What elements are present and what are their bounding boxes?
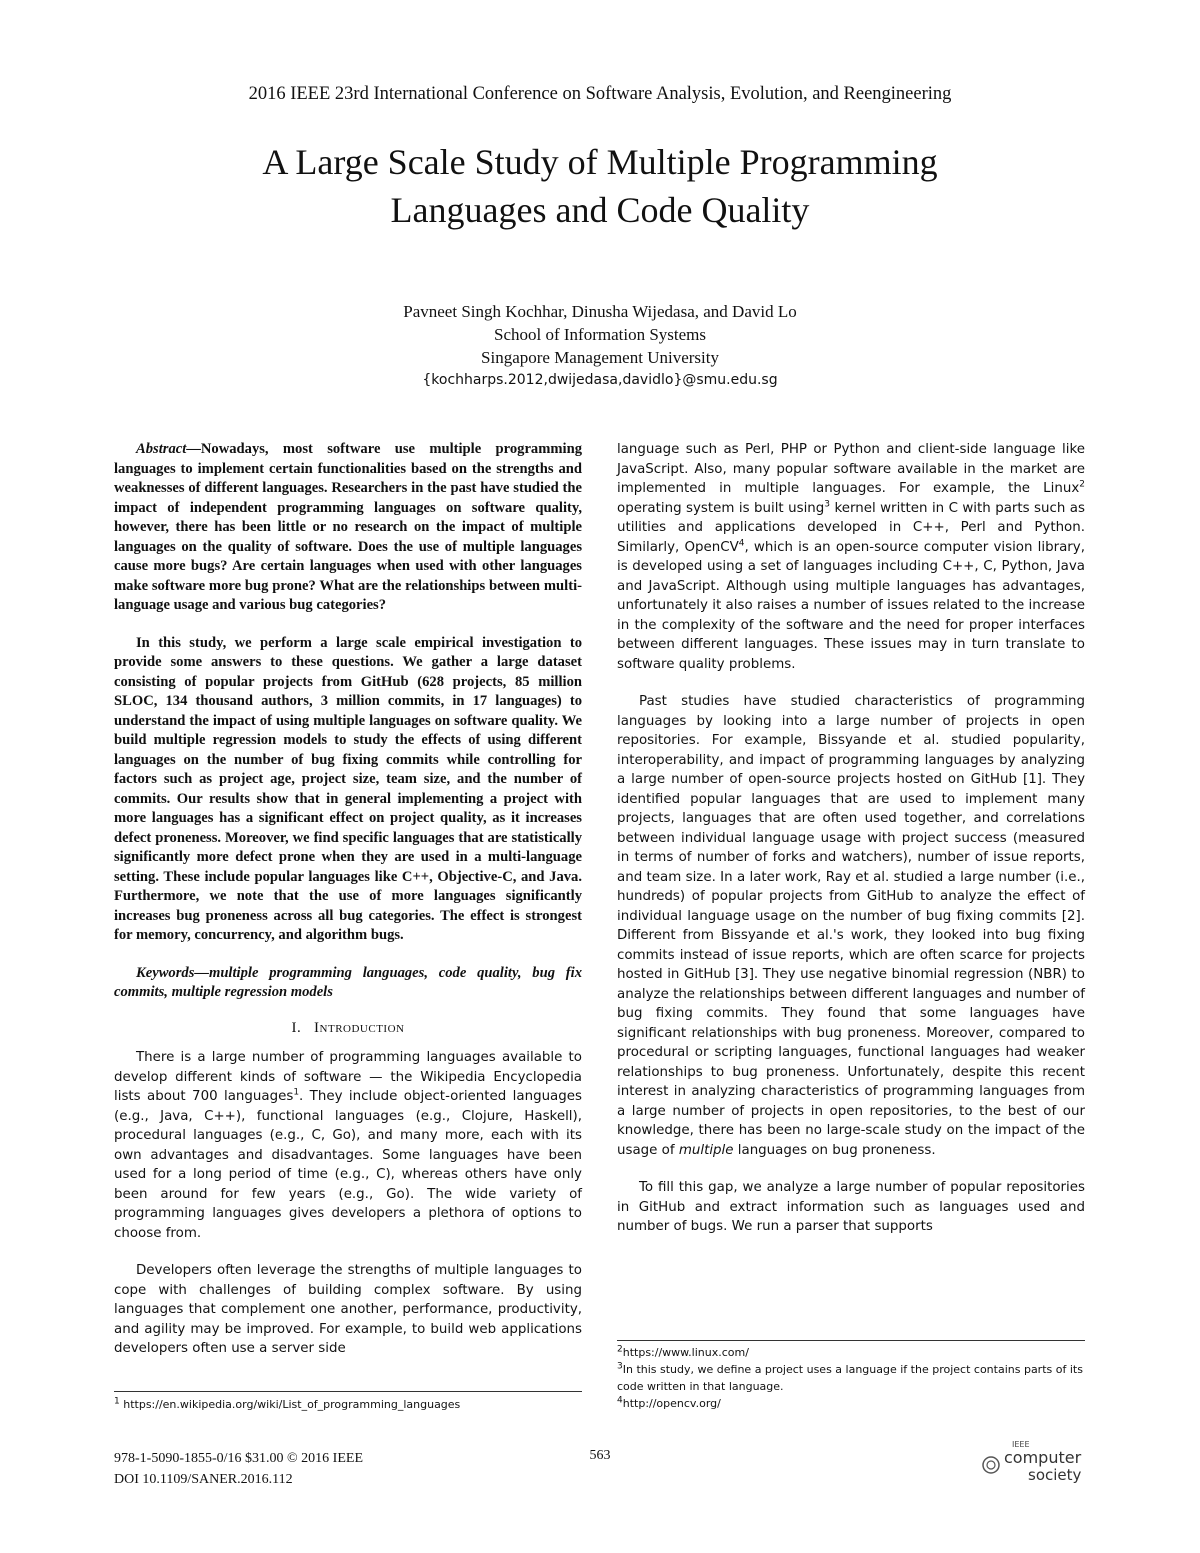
left-column <box>114 440 582 1359</box>
footnote-1: $^1$ https://en.wikipedia.org/wiki/List_of_programming_languages <box>114 1396 461 1411</box>
conference-header: 2016 IEEE 23rd International Conference on Software Analysis, Evolution, and Reengineering <box>248 84 952 104</box>
intro-paragraph-1: There is a large number of programming languages available to develop different kinds of software — the Wikipedia Encyclopedia lists about 700 languages$^1$. They include object-oriented languages (e.g., Java, C++), functional languages (e.g., Clojure, Haskell), procedural languages (e.g., C, Go), and many more, each with its own advantages and disadvantages. Some languages have been used for a long period of time (e.g., C), whereas others have only been around for few years (e.g., Go). The wide variety of programming languages gives developers a plethora of options to choose from. <box>114 1050 582 1241</box>
page-number: 563 <box>589 1448 611 1463</box>
university: Singapore Management University <box>481 348 719 367</box>
keywords <box>114 964 582 1003</box>
intro-paragraph-5: To fill this gap, we analyze a large number of popular repositories in GitHub and extract information such as languages used and number of bugs. We run a parser that supports <box>617 1180 1085 1234</box>
affiliation: School of Information Systems <box>493 325 706 344</box>
doi-line: DOI 10.1109/SANER.2016.112 <box>114 1472 293 1487</box>
author-block <box>0 300 1200 392</box>
footnote-rule-left <box>114 1391 582 1392</box>
logo-computer-text: computer <box>1004 1448 1082 1467</box>
logo-society-text: society <box>1028 1466 1082 1484</box>
logo-ieee-text: IEEE <box>1012 1440 1030 1449</box>
footnotes-left <box>114 1396 582 1413</box>
title-line-1: A Large Scale Study of Multiple Programming <box>262 142 938 182</box>
intro-paragraph-4: Past studies have studied characteristics of programming languages by looking into a large number of projects in open repositories. For example, Bissyande et al. studied popularity, interoperability, and impact of programming languages by analyzing a large number of open-source projects hosted on GitHub [1]. They identified popular languages that are used to implement many projects, languages that are often used together, and correlations between individual language usage with project success (measured in terms of number of forks and watchers), number of issue reports, and team size. In a later work, Ray et al. studied a large number (i.e., hundreds) of popular projects from GitHub to analyze the effect of individual language usage on the number of bug fixing commits [2]. Different from Bissyande et al.'s work, they looked into bug fixing commits instead of issue reports, which are often scarce for projects hosted in GitHub [3]. They use negative binomial regression (NBR) to analyze the relationships between different languages and number of bug fixing commits. They found that some languages have significant relationships with bug proneness. Moreover, compared to procedural or scripting languages, functional languages had weaker relationships to bug proneness. Unfortunately, despite this recent interest in analyzing characteristics of programming languages from a large number of projects in open repositories, to the best of our knowledge, there has been no large-scale study on the impact of the usage of multiple languages on bug proneness. <box>617 694 1085 1158</box>
footnotes-right <box>617 1344 1085 1412</box>
section-number: I. <box>291 1019 302 1036</box>
section-heading-introduction <box>114 1019 582 1039</box>
footnote-rule-right <box>617 1340 1085 1341</box>
author-email: {kochharps.2012,dwijedasa,davidlo}@smu.edu.sg <box>422 372 778 388</box>
ieee-computer-society-logo <box>980 1440 1100 1490</box>
keywords-text: —multiple programming languages, code quality, bug fix commits, multiple regression models <box>114 964 582 1000</box>
footnote-2: $^2$https://www.linux.com/ <box>617 1344 749 1359</box>
footnote-3: $^3$In this study, we define a project uses a language if the project contains parts of its code written in that language. <box>617 1361 1083 1393</box>
abstract-paragraph-2: In this study, we perform a large scale empirical investigation to provide some answers to these questions. We gather a large dataset consisting of popular projects from GitHub (628 projects, 85 million SLOC, 134 thousand authors, 3 million commits, in 17 languages) to understand the impact of using multiple languages on software quality. We build multiple regression models to study the effects of using different languages on the number of bug fixing commits while controlling for factors such as project age, project size, team size, and the number of commits. Our results show that in general implementing a project with more languages has a significant effect on project quality, as it increases defect proneness. Moreover, we find specific languages that are statistically significantly more defect prone when they are used in a multi-language setting. These include popular languages like C++, Objective-C, and Java. Furthermore, we note that the use of more languages significantly increases bug proneness across all bug categories. The effect is strongest for memory, concurrency, and algorithm bugs. <box>114 634 582 943</box>
footnote-ref-1: 1 <box>293 1087 300 1098</box>
logo-mark-icon <box>980 1454 1002 1476</box>
right-column <box>617 440 1085 1237</box>
isbn-line: 978-1-5090-1855-0/16 $31.00 © 2016 IEEE <box>114 1451 363 1466</box>
intro-paragraph-3: language such as Perl, PHP or Python and client-side language like JavaScript. Also, many popular software available in the market are implemented in multiple languages. For example, the Linux$^2$ operating system is built using$^3$ kernel written in C with parts such as utilities and applications developed in C++, Perl and Python. Similarly, OpenCV$^4$, which is an open-source computer vision library, is developed using a set of languages including C++, C, Python, Java and JavaScript. Although using multiple languages has advantages, unfortunately it also raises a number of issues related to the increase in the complexity of the software and the need for proper interfaces between different languages. These issues may in turn translate to software quality problems. <box>617 442 1085 672</box>
author-names: Pavneet Singh Kochhar, Dinusha Wijedasa, and David Lo <box>403 302 797 321</box>
abstract-label: Abstract <box>136 441 187 457</box>
intro-left <box>114 1048 582 1359</box>
footnote-4: $^4$http://opencv.org/ <box>617 1395 721 1410</box>
paper-title <box>100 138 1100 234</box>
title-line-2: Languages and Code Quality <box>390 190 810 230</box>
section-title: Introduction <box>314 1019 405 1036</box>
abstract-paragraph-1 <box>114 440 582 616</box>
abstract-text-1: —Nowadays, most software use multiple programming languages to implement certain functionalities based on the strengths and weaknesses of different languages. Researchers in the past have studied the impact of independent programming languages on software quality, however, there has been little or no research on the impact of multiple languages on the quality of software. Does the use of multiple languages cause more bugs? Are certain languages when used with other languages make software more bug prone? What are the relationships between multi-language usage and various bug categories? <box>114 441 582 613</box>
keywords-label: Keywords <box>136 964 195 981</box>
abstract <box>114 440 582 946</box>
intro-paragraph-2: Developers often leverage the strengths of multiple languages to cope with challenges of building complex software. By using languages that complement one another, performance, productivity, and agility may be improved. For example, to build web applications developers often use a server side <box>114 1263 582 1356</box>
